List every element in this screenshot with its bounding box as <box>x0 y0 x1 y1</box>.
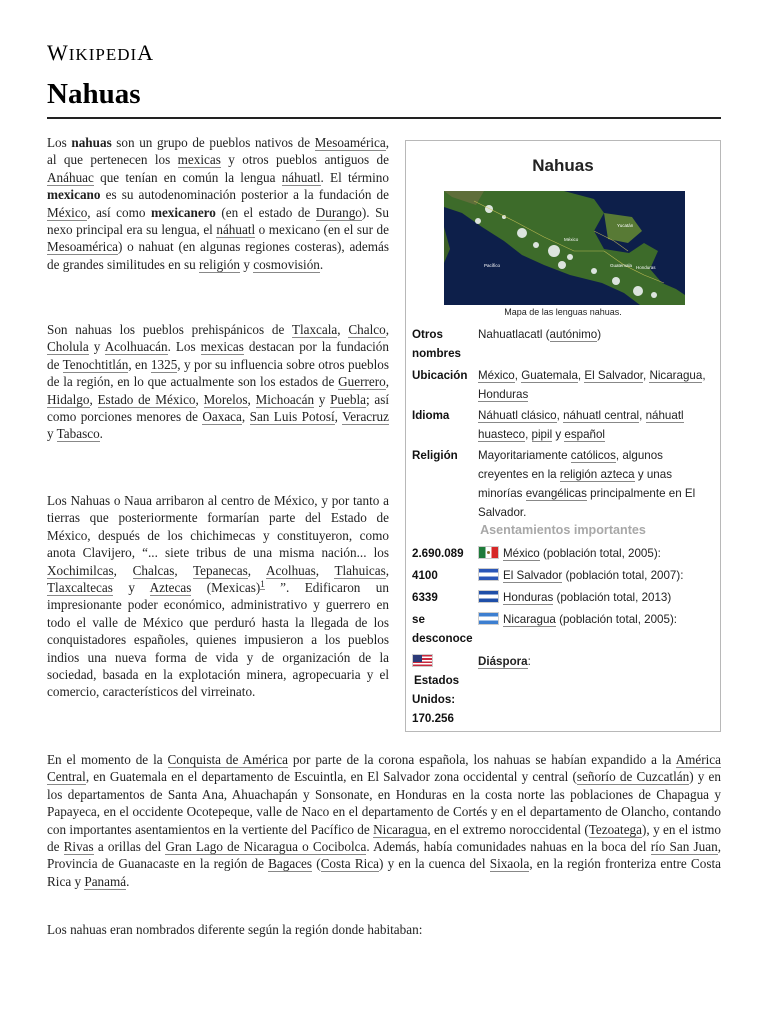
link-tlahuicas[interactable]: Tlahuicas <box>334 562 386 578</box>
link-tepanecas[interactable]: Tepanecas <box>193 562 248 578</box>
text: , <box>702 369 706 382</box>
map-label: México <box>564 237 579 242</box>
names-paragraph <box>47 921 721 938</box>
footnote-link[interactable]: 1 <box>260 578 265 589</box>
text: , <box>195 391 204 407</box>
link-tabasco[interactable]: Tabasco <box>56 426 100 442</box>
link-veracruz[interactable]: Veracruz <box>342 409 389 425</box>
text: Son nahuas los pueblos prehispánicos de <box>47 322 292 337</box>
text: , <box>113 562 133 578</box>
text: (Mexicas) <box>191 580 261 596</box>
text: y <box>240 256 254 272</box>
map-image[interactable] <box>444 191 685 305</box>
link-acolhuas[interactable]: Acolhuas <box>265 562 316 578</box>
conquest-paragraph <box>47 751 721 890</box>
text: , al que pertenecen los <box>47 135 389 168</box>
diaspora-number: 170.256 <box>412 712 454 725</box>
link-guerrero[interactable]: Guerrero <box>338 374 386 390</box>
link-settlement[interactable]: El Salvador <box>503 569 563 582</box>
honduras-flag-icon <box>478 590 499 603</box>
text: Mayoritariamente <box>478 449 571 462</box>
link-conquista-de-america[interactable]: Conquista de América <box>167 752 288 767</box>
link-guatemala[interactable]: Guatemala <box>521 369 578 382</box>
text: . Los <box>167 339 201 355</box>
text: , <box>514 369 522 382</box>
link-senorio-de-cuzcatlan[interactable]: señorío de Cuzcatlán <box>576 769 690 785</box>
row-label: Ubicación <box>412 369 468 382</box>
text: o mexicano (en el sur de <box>255 222 389 238</box>
text: , <box>174 562 194 578</box>
link-cosmovision[interactable]: cosmovisión <box>253 256 320 272</box>
link-1325[interactable]: 1325 <box>150 356 178 372</box>
text: , algunos creyentes en la <box>478 449 663 481</box>
link-cholula[interactable]: Cholula <box>47 339 89 355</box>
link-chalco[interactable]: Chalco <box>348 322 386 337</box>
link-settlement[interactable]: Nicaragua <box>503 613 556 626</box>
logo-letter-end: A <box>137 40 155 65</box>
link-religion-azteca[interactable]: religión azteca <box>559 468 635 481</box>
text: por parte de la corona española, los nahuas se habían expandido a la <box>287 752 676 767</box>
text: , Provincia de Guanacaste en la región de <box>47 839 721 872</box>
text: ; así como porciones menores de <box>47 391 390 425</box>
text: En el momento de la <box>47 752 168 767</box>
link-michoacan[interactable]: Michoacán <box>255 391 315 407</box>
text: y <box>552 428 565 441</box>
text: ). Su nexo principal era su lengua, el <box>47 204 389 238</box>
settlement-count: se desconoce <box>412 613 473 645</box>
link-tlaxcala[interactable]: Tlaxcala <box>291 322 338 337</box>
link-nahuatl-clasico[interactable]: Náhuatl clásico <box>478 409 557 422</box>
row-value <box>478 406 716 444</box>
link-america-central[interactable]: América Central <box>47 752 721 785</box>
text: ), y en el istmo de <box>47 821 722 855</box>
text: y <box>112 580 150 596</box>
settlement-place <box>478 566 716 585</box>
text: , en la región fronteriza entre Costa Rica y <box>47 856 721 889</box>
diaspora-country: Estados Unidos: <box>412 674 460 706</box>
link-nahuatl-huasteco[interactable]: náhuatl huasteco <box>478 409 684 441</box>
text: (población total, 2007): <box>562 569 684 582</box>
settlement-count: 2.690.089 <box>412 547 464 560</box>
text: , así como <box>87 204 151 220</box>
link-nahuatl[interactable]: náhuatl <box>281 169 321 185</box>
text: . <box>99 426 103 442</box>
logo-letter: W <box>47 40 69 65</box>
link-rio-san-juan[interactable]: río San Juan <box>650 839 718 855</box>
row-value <box>478 325 716 344</box>
link-acolhuacan[interactable]: Acolhuacán <box>104 339 168 355</box>
link-nahuatl-central[interactable]: náhuatl central <box>563 409 640 422</box>
intro-paragraph <box>47 134 389 273</box>
link-autonimo[interactable]: autónimo <box>549 328 598 341</box>
link-nicaragua[interactable]: Nicaragua <box>649 369 703 382</box>
link-rivas[interactable]: Rivas <box>63 839 94 855</box>
text: ) y en los departamentos de Santa Ana, Ahuachapán y Sonsonate, en Honduras en la costa norte las poblaciones de Chapagua y Papayeca, en el occidente Ocotepeque, valle de Naco en el departamento de Cortés y en el departamento de Olancho, contando con importantes asentamientos en la vertiente del Pacífico de <box>47 769 722 837</box>
mexico-flag-icon <box>478 546 499 559</box>
text: Nahuatlacatl ( <box>478 328 550 341</box>
text: , <box>385 562 390 578</box>
text: , <box>247 562 266 578</box>
diaspora-count <box>412 652 478 728</box>
text: , en el extremo noroccidental ( <box>427 821 589 837</box>
link-mexicas[interactable]: mexicas <box>200 339 244 355</box>
settlement-count: 6339 <box>412 591 438 604</box>
text: , <box>315 562 335 578</box>
row-value <box>478 366 716 404</box>
text: . El término <box>320 169 389 185</box>
text: destacan por la fundación de <box>47 339 389 372</box>
text: que tenían en común la lengua <box>93 169 282 185</box>
link-durango[interactable]: Durango <box>315 204 362 220</box>
text: y unas minorías <box>478 468 673 500</box>
bold-term: mexicano <box>47 187 101 203</box>
link-costa-rica[interactable]: Costa Rica <box>320 856 380 872</box>
link-pipil[interactable]: pipil <box>531 428 553 441</box>
link-nicaragua[interactable]: Nicaragua <box>373 821 428 837</box>
text: (en el estado de <box>215 204 316 220</box>
text: , <box>385 322 390 337</box>
link-nahuatl-2[interactable]: náhuatl <box>216 222 256 238</box>
text: , <box>89 391 98 407</box>
text: Los nahuas eran nombrados diferente según la región donde habitaban: <box>47 922 423 937</box>
link-anahuac[interactable]: Anáhuac <box>47 169 94 185</box>
text: y <box>47 426 57 442</box>
text: , <box>241 409 250 425</box>
logo-letters: IKIPEDI <box>68 45 138 64</box>
link-religion[interactable]: religión <box>199 256 241 272</box>
link-gran-lago[interactable]: Gran Lago de Nicaragua o Cocibolca <box>165 839 367 855</box>
link-tenochtitlan[interactable]: Tenochtitlán <box>62 356 129 372</box>
link-bagaces[interactable]: Bagaces <box>268 856 313 872</box>
text: ”. Edificaron un impresionante poder económico, administrativo y guerrero en todo el valle de México que perduró hasta la llegada de los conquistadores españoles, quienes impusieron a los pueblos indios una nueva forma de vida y de organización de la sociedad, basada en la explotación minera, agropecuaria y el comercio, característicos del virreinato. <box>47 580 389 700</box>
map-label: Guatemala <box>610 263 633 268</box>
link-mexicas[interactable]: mexicas <box>177 152 221 168</box>
text: son un grupo de pueblos nativos de <box>111 135 315 150</box>
settlement-place <box>478 610 716 629</box>
text: Los Nahuas o Naua arribaron al centro de México, y por tanto a tierras que posteriormente formarían parte del Estado de México, después de los chichimecas y constituyeron, como anota Clavijero, “... siete tribus de una misma nación... los <box>47 493 389 561</box>
text: y <box>314 391 331 407</box>
infobox-title: Nahuas <box>532 156 594 175</box>
link-mesoamerica-2[interactable]: Mesoamérica <box>47 239 119 255</box>
link-espanol[interactable]: español <box>564 428 606 441</box>
text: a orillas del <box>93 839 166 855</box>
wikipedia-logo[interactable] <box>47 40 154 66</box>
text: , en <box>128 356 151 372</box>
peoples-paragraph <box>47 321 389 443</box>
link-evangelicas[interactable]: evangélicas <box>525 487 587 500</box>
text: (población total, 2005): <box>539 547 661 560</box>
infobox <box>405 140 721 732</box>
diaspora-label-wrap <box>478 652 716 671</box>
link-estado-de-mexico[interactable]: Estado de México <box>97 391 196 407</box>
link-chalcas[interactable]: Chalcas <box>132 562 175 578</box>
row-value <box>478 446 716 522</box>
text: es su autodenominación posterior a la fundación de <box>100 187 389 203</box>
bold-term: mexicanero <box>150 204 216 220</box>
text: , <box>337 322 349 337</box>
link-honduras[interactable]: Honduras <box>478 388 529 401</box>
text: (población total, 2013) <box>553 591 672 604</box>
link-puebla[interactable]: Puebla <box>330 391 366 407</box>
text: y otros pueblos antiguos de <box>220 152 389 168</box>
link-settlement[interactable]: México <box>503 547 540 560</box>
link-tlaxcaltecas[interactable]: Tlaxcaltecas <box>47 580 113 596</box>
settlements-heading: Asentamientos importantes <box>480 523 646 537</box>
map-label: Honduras <box>636 265 656 270</box>
text: : <box>527 655 531 668</box>
nicaragua-flag-icon <box>478 612 499 625</box>
link-hidalgo[interactable]: Hidalgo <box>47 391 90 407</box>
text: , <box>639 409 646 422</box>
link-sixaola[interactable]: Sixaola <box>489 856 530 872</box>
text: ) y en la cuenca del <box>379 856 490 872</box>
link-xochimilcas[interactable]: Xochimilcas <box>47 562 114 578</box>
text: , <box>643 369 650 382</box>
link-mexico[interactable]: México <box>47 204 88 220</box>
text: . <box>126 873 130 889</box>
text: (población total, 2005): <box>555 613 678 626</box>
text: , <box>334 409 343 425</box>
link-catolicos[interactable]: católicos <box>570 449 616 462</box>
link-el-salvador[interactable]: El Salvador <box>584 369 644 382</box>
map-graphic <box>444 191 685 305</box>
text: ( <box>312 856 321 872</box>
page-title: Nahuas <box>47 78 141 110</box>
settlement-place <box>478 544 716 563</box>
text: , <box>577 369 585 382</box>
link-mexico[interactable]: México <box>478 369 515 382</box>
link-oaxaca[interactable]: Oaxaca <box>202 409 242 425</box>
map-caption: Mapa de las lenguas nahuas. <box>504 307 622 317</box>
map-label: Pacífico <box>484 263 501 268</box>
settlement-count: 4100 <box>412 569 438 582</box>
bold-term: nahuas <box>71 135 112 150</box>
settlement-place <box>478 588 716 607</box>
text: principalmente en El Salvador. <box>478 487 696 519</box>
text: , y por su influencia sobre otros pueblos de la región, en lo que actualmente son los estados de <box>47 356 390 390</box>
el-salvador-flag-icon <box>478 568 499 581</box>
link-settlement[interactable]: Honduras <box>503 591 554 604</box>
text: y <box>88 339 105 355</box>
history-paragraph <box>47 492 389 701</box>
row-label: Religión <box>412 449 458 462</box>
link-san-luis-potosi[interactable]: San Luis Potosí <box>249 409 335 425</box>
link-aztecas[interactable]: Aztecas <box>149 580 192 596</box>
link-mesoamerica[interactable]: Mesoamérica <box>314 135 386 150</box>
link-panama[interactable]: Panamá <box>84 873 127 889</box>
text: ) o nahuat (en algunas regiones costeras), además de grandes similitudes en su <box>47 239 389 272</box>
row-label: Otros nombres <box>412 328 461 360</box>
text: Los <box>47 135 72 150</box>
text: , <box>385 374 389 390</box>
text: ) <box>597 328 602 341</box>
text: . <box>319 256 324 272</box>
text: , <box>247 391 256 407</box>
link-tezoatega[interactable]: Tezoatega <box>588 821 643 837</box>
text: . Además, había comunidades nahuas en la boca del <box>366 839 651 855</box>
row-label: Idioma <box>412 409 450 422</box>
usa-flag-icon <box>412 654 433 667</box>
link-morelos[interactable]: Morelos <box>203 391 248 407</box>
title-divider <box>47 117 721 119</box>
map-label: Yucatán <box>617 223 634 228</box>
text: , <box>556 409 564 422</box>
text: , en Guatemala en el departamento de Escuintla, en El Salvador zona occidental y central ( <box>85 769 577 785</box>
text: , <box>525 428 532 441</box>
link-diaspora[interactable]: Diáspora <box>478 655 528 668</box>
